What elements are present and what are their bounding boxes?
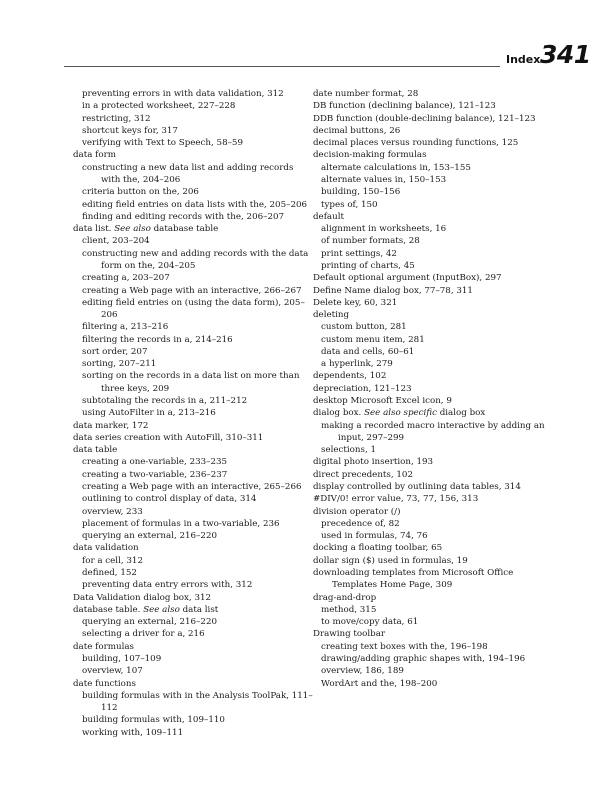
index-subentry: constructing a new data list and adding records with the, 204–206: [82, 162, 294, 185]
index-main-entry: #DIV/0! error value, 73, 77, 156, 313: [313, 494, 479, 505]
index-subentry: alternate values in, 150–153: [321, 174, 447, 185]
index-subentry: building, 150–156: [321, 187, 401, 198]
index-main-entry: Drawing toolbar: [313, 629, 386, 640]
index-subentry: outlining to control display of data, 314: [82, 494, 257, 505]
index-main-entry: Default optional argument (InputBox), 297: [313, 273, 502, 284]
index-main-entry: decision-making formulas: [313, 150, 427, 161]
index-main-entry: dollar sign ($) used in formulas, 19: [313, 555, 468, 566]
index-subentry: of number formats, 28: [321, 236, 420, 247]
index-main-entry: depreciation, 121–123: [313, 383, 412, 394]
index-subentry: a hyperlink, 279: [321, 359, 393, 370]
index-subentry: making a recorded macro interactive by adding an input, 297–299: [321, 420, 545, 443]
index-main-entry: decimal places versus rounding functions, 125: [313, 138, 519, 149]
index-subentry: types of, 150: [321, 199, 378, 210]
index-subentry: sorting, 207–211: [82, 359, 157, 370]
index-main-entry: dependents, 102: [313, 371, 387, 382]
index-main-entry: Define Name dialog box, 77–78, 311: [313, 285, 473, 296]
index-main-entry: data form: [73, 150, 117, 161]
index-main-entry: date functions: [73, 678, 136, 689]
index-subentry: data and cells, 60–61: [321, 346, 415, 357]
index-subentry: printing of charts, 45: [321, 260, 415, 271]
index-subentry: placement of formulas in a two-variable, 236: [82, 518, 280, 529]
index-main-entry: decimal buttons, 26: [313, 125, 401, 136]
index-main-entry: data table: [73, 445, 118, 456]
index-subentry: constructing new and adding records with the data form on the, 204–205: [82, 248, 309, 271]
index-main-entry: DB function (declining balance), 121–123: [313, 101, 496, 112]
index-subentry: editing field entries on (using the data form), 205–206: [82, 297, 305, 321]
index-subentry: building formulas with in the Analysis ToolPak, 111–112: [82, 690, 313, 714]
index-subentry: in a protected worksheet, 227–228: [82, 101, 236, 112]
index-subentry: restricting, 312: [82, 113, 151, 124]
header-rule: [64, 66, 500, 67]
index-subentry: querying an external, 216–220: [82, 617, 217, 628]
index-main-entry: deleting: [313, 310, 350, 321]
index-main-entry: Data Validation dialog box, 312: [73, 592, 212, 603]
index-subentry: working with, 109–111: [82, 727, 184, 738]
index-subentry: drawing/adding graphic shapes with, 194–196: [321, 653, 526, 664]
index-subentry: creating text boxes with the, 196–198: [321, 641, 488, 652]
index-subentry: preventing errors in with data validation, 312: [82, 89, 284, 99]
index-subentry: creating a two-variable, 236–237: [82, 469, 228, 480]
index-subentry: creating a Web page with an interactive, 266–267: [82, 285, 302, 296]
index-subentry: method, 315: [321, 604, 377, 615]
index-subentry: creating a Web page with an interactive, 265–266: [82, 482, 302, 492]
index-subentry: editing field entries on data lists with the, 205–206: [82, 199, 308, 210]
index-subentry: sort order, 207: [82, 346, 148, 357]
index-subentry: building formulas with, 109–110: [82, 715, 225, 726]
index-subentry: verifying with Text to Speech, 58–59: [82, 138, 243, 149]
index-subentry: overview, 186, 189: [321, 666, 404, 677]
index-subentry: alternate calculations in, 153–155: [321, 162, 471, 173]
page-number: 341: [540, 40, 591, 69]
index-subentry: selecting a driver for a, 216: [82, 629, 205, 640]
index-main-entry: data list. See also database table: [73, 224, 219, 235]
index-subentry: criteria button on the, 206: [82, 187, 199, 198]
index-main-entry: database table. See also data list: [73, 604, 219, 615]
index-main-entry: date formulas: [73, 641, 134, 652]
index-subentry: preventing data entry errors with, 312: [82, 580, 253, 591]
index-main-entry: date number format, 28: [313, 89, 419, 99]
index-subentry: to move/copy data, 61: [321, 617, 419, 628]
index-subentry: selections, 1: [321, 445, 376, 456]
index-subentry: creating a one-variable, 233–235: [82, 457, 228, 468]
index-subentry: filtering the records in a, 214–216: [82, 334, 233, 345]
index-subentry: for a cell, 312: [82, 555, 143, 566]
index-main-entry: data series creation with AutoFill, 310–311: [73, 432, 264, 443]
index-column-right: [313, 88, 545, 690]
index-main-entry: direct precedents, 102: [313, 469, 413, 480]
index-subentry: shortcut keys for, 317: [82, 125, 178, 136]
index-subentry: overview, 233: [82, 506, 143, 517]
index-subentry: filtering a, 213–216: [82, 322, 169, 333]
index-main-entry: desktop Microsoft Excel icon, 9: [313, 396, 452, 407]
index-main-entry: dialog box. See also specific dialog box: [313, 408, 486, 419]
index-main-entry: display controlled by outlining data tables, 314: [313, 482, 521, 492]
index-subentry: subtotaling the records in a, 211–212: [82, 396, 248, 407]
index-main-entry: downloading templates from Microsoft Office Templates Home Page, 309: [313, 567, 514, 591]
index-subentry: used in formulas, 74, 76: [321, 531, 428, 542]
index-main-entry: docking a floating toolbar, 65: [313, 543, 443, 554]
index-column-left: [73, 88, 315, 739]
index-subentry: precedence of, 82: [321, 518, 400, 529]
index-subentry: querying an external, 216–220: [82, 531, 217, 542]
index-main-entry: digital photo insertion, 193: [313, 457, 434, 468]
index-subentry: sorting on the records in a data list on more than three keys, 209: [82, 371, 300, 394]
index-main-entry: Delete key, 60, 321: [313, 297, 398, 308]
index-subentry: defined, 152: [82, 567, 137, 578]
index-subentry: alignment in worksheets, 16: [321, 224, 447, 235]
index-main-entry: division operator (/): [313, 506, 401, 517]
index-subentry: building, 107–109: [82, 653, 162, 664]
index-main-entry: data validation: [73, 543, 139, 554]
index-subentry: custom button, 281: [321, 322, 407, 333]
index-subentry: print settings, 42: [321, 248, 397, 259]
index-subentry: custom menu item, 281: [321, 334, 425, 345]
index-subentry: using AutoFilter in a, 213–216: [82, 408, 216, 419]
index-main-entry: data marker, 172: [73, 420, 149, 431]
index-subentry: creating a, 203–207: [82, 273, 170, 284]
index-subentry: overview, 107: [82, 666, 143, 677]
index-main-entry: drag-and-drop: [313, 592, 377, 603]
section-label: Index: [506, 53, 541, 66]
index-main-entry: default: [313, 211, 344, 222]
index-subentry: finding and editing records with the, 206–207: [82, 211, 285, 222]
index-subentry: WordArt and the, 198–200: [321, 678, 438, 689]
index-main-entry: DDB function (double-declining balance), 121–123: [313, 113, 536, 124]
index-subentry: client, 203–204: [82, 236, 150, 247]
